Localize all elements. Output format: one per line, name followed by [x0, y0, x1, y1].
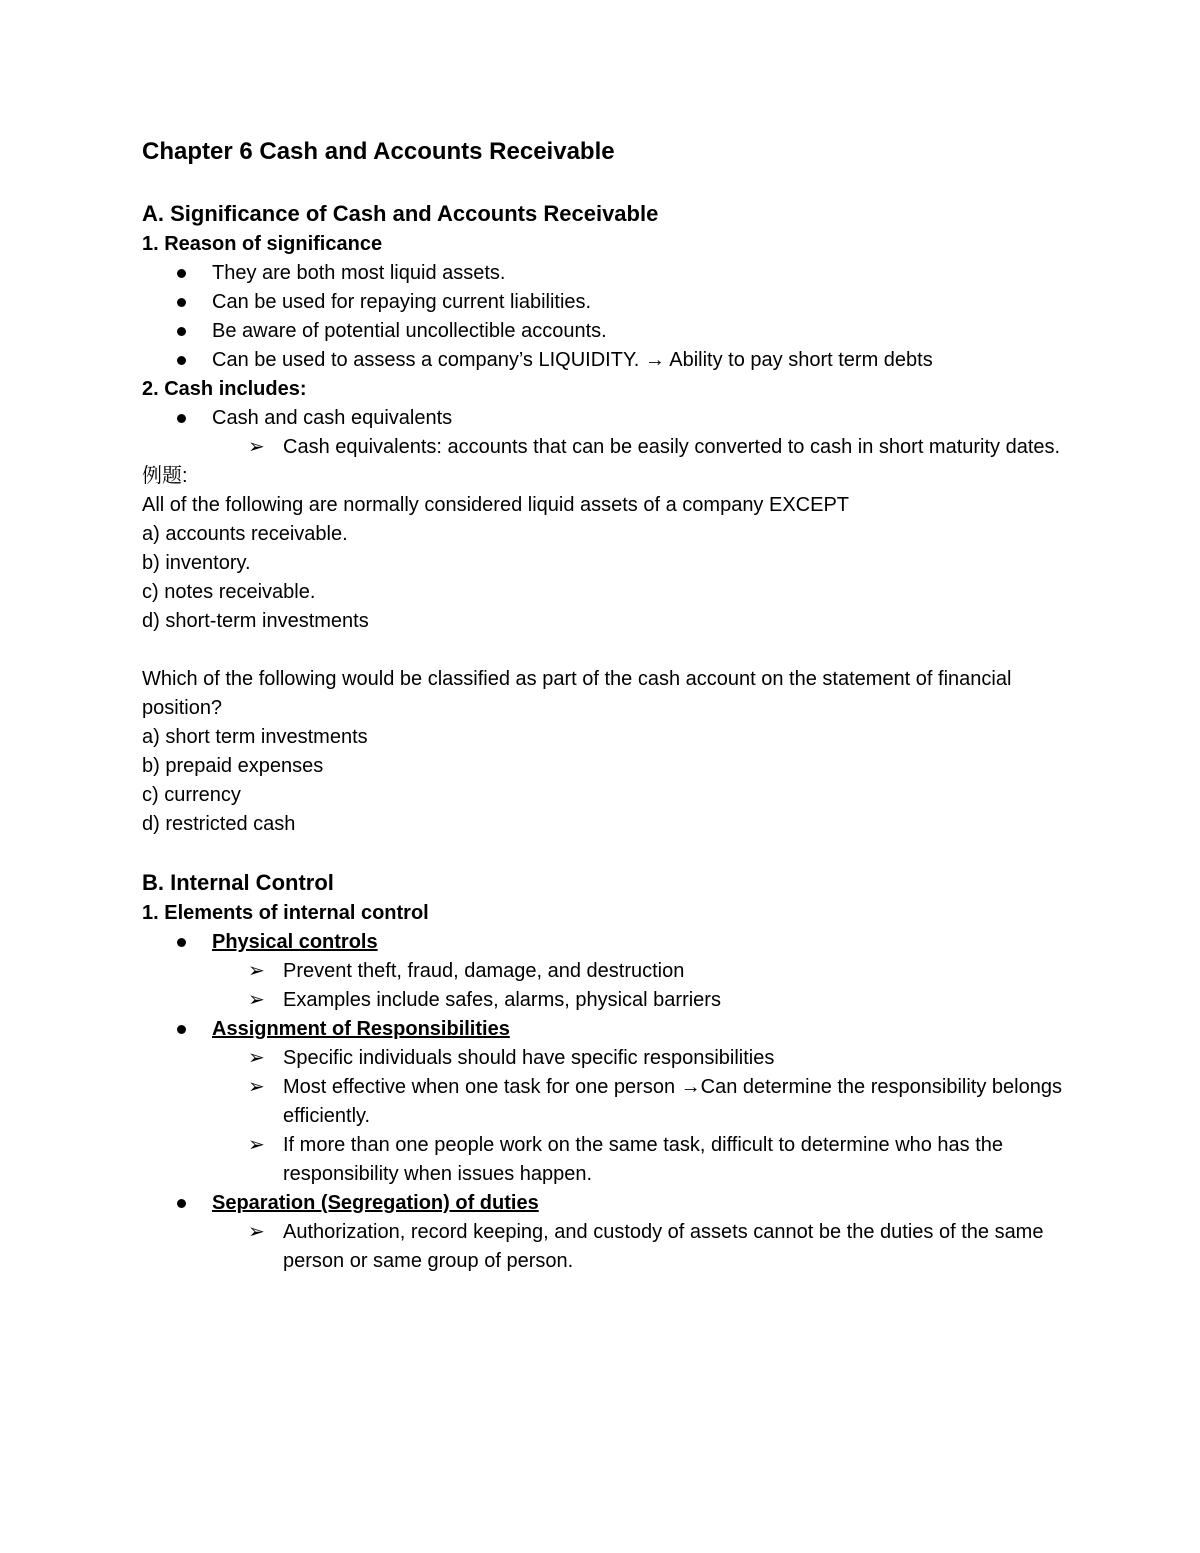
bullet-icon — [177, 356, 186, 365]
control-group-label: Separation (Segregation) of duties — [212, 1192, 539, 1214]
spacer — [142, 636, 1067, 665]
control-item: ➢ Examples include safes, alarms, physical barriers — [212, 986, 1067, 1015]
question-1-option: d) short-term investments — [142, 610, 369, 632]
spacer — [142, 839, 1067, 867]
question-1: All of the following are normally considered liquid assets of a company EXCEPT — [142, 494, 850, 516]
question-2-option: b) prepaid expenses — [142, 755, 324, 777]
control-group-list — [142, 928, 1067, 957]
reason-item: Can be used for repaying current liabilities. — [142, 288, 1067, 317]
reason-heading: 1. Reason of significance — [142, 233, 383, 255]
reason-list — [142, 259, 1067, 375]
control-group-items — [142, 1218, 1067, 1276]
question-1-option: c) notes receivable. — [142, 581, 316, 603]
control-item: ➢ Prevent theft, fraud, damage, and destruction — [212, 957, 1067, 986]
question-2-option: a) short term investments — [142, 726, 368, 748]
arrow-bullet-icon: ➢ — [248, 1134, 265, 1156]
control-group-label: Assignment of Responsibilities — [212, 1018, 510, 1040]
example-label: 例题: — [142, 465, 188, 487]
reason-item: They are both most liquid assets. — [142, 259, 1067, 288]
cash-includes-heading: 2. Cash includes: — [142, 378, 307, 400]
arrow-bullet-icon: ➢ — [248, 1047, 265, 1069]
question-1-option: a) accounts receivable. — [142, 523, 348, 545]
bullet-icon — [177, 1199, 186, 1208]
control-group-list — [142, 1189, 1067, 1218]
bullet-icon — [177, 938, 186, 947]
reason-item: Be aware of potential uncollectible accounts. — [142, 317, 1067, 346]
cash-sub-list — [142, 433, 1067, 462]
bullet-icon — [177, 269, 186, 278]
question-2: Which of the following would be classified as part of the cash account on the statement of financial position? — [142, 668, 1012, 719]
arrow-bullet-icon: ➢ — [248, 989, 265, 1011]
control-group — [142, 1015, 1067, 1044]
control-item: ➢ Authorization, record keeping, and custody of assets cannot be the duties of the same person or same group of person. — [212, 1218, 1067, 1276]
cash-item: Cash and cash equivalents — [142, 404, 1067, 433]
control-group-label: Physical controls — [212, 931, 378, 953]
chapter-title: Chapter 6 Cash and Accounts Receivable — [142, 138, 615, 165]
cash-list — [142, 404, 1067, 433]
question-1-option: b) inventory. — [142, 552, 251, 574]
bullet-icon — [177, 298, 186, 307]
control-group-items — [142, 957, 1067, 1015]
control-group-items — [142, 1044, 1067, 1189]
bullet-icon — [177, 414, 186, 423]
bullet-icon — [177, 1025, 186, 1034]
arrow-bullet-icon: ➢ — [248, 1076, 265, 1098]
section-a-heading: A. Significance of Cash and Accounts Receivable — [142, 201, 659, 226]
bullet-icon — [177, 327, 186, 336]
control-item: ➢ If more than one people work on the same task, difficult to determine who has the responsibility when issues happen. — [212, 1131, 1067, 1189]
control-item: ➢ Most effective when one task for one person →Can determine the responsibility belongs efficiently. — [212, 1073, 1067, 1131]
elements-heading: 1. Elements of internal control — [142, 902, 429, 924]
control-group-list — [142, 1015, 1067, 1044]
control-item: ➢ Specific individuals should have specific responsibilities — [212, 1044, 1067, 1073]
question-2-option: d) restricted cash — [142, 813, 296, 835]
control-group — [142, 1189, 1067, 1218]
document-page — [142, 136, 1067, 1276]
arrow-bullet-icon: ➢ — [248, 1221, 265, 1243]
arrow-bullet-icon: ➢ — [248, 960, 265, 982]
arrow-bullet-icon: ➢ — [248, 436, 265, 458]
reason-item: Can be used to assess a company’s LIQUIDITY. → Ability to pay short term debts — [142, 346, 1067, 375]
question-2-option: c) currency — [142, 784, 241, 806]
cash-sub-item: ➢ Cash equivalents: accounts that can be easily converted to cash in short maturity dates. — [212, 433, 1067, 462]
control-group — [142, 928, 1067, 957]
section-b-heading: B. Internal Control — [142, 870, 334, 895]
